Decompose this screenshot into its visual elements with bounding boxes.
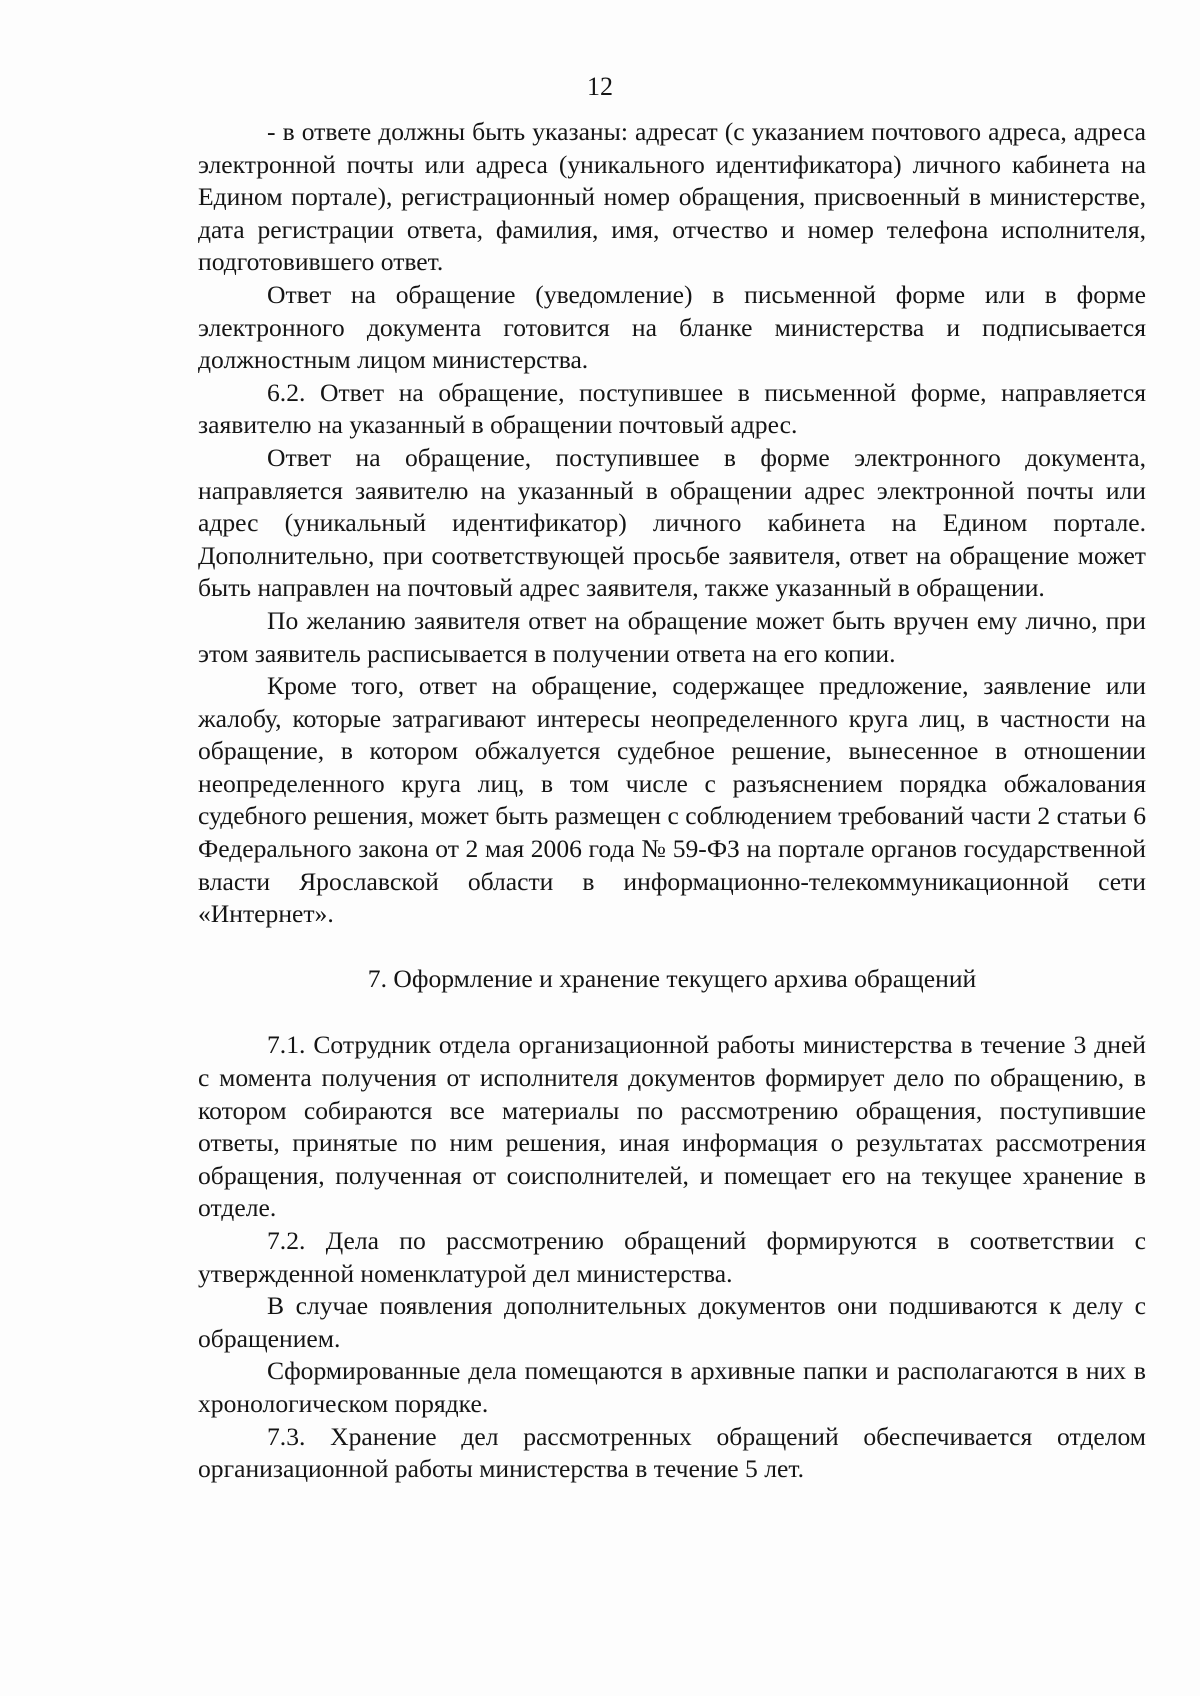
paragraph-electronic-answer: Ответ на обращение, поступившее в форме электронного документа, направляется заявителю на указанный в обращении адрес электронной почты или адрес (уникальный идентификатор) личного кабинета на Едином портале. Дополнительно, при соответствующей просьбе заявителя, ответ на обращение может быть направлен на почтовый адрес заявителя, также указанный в обращении. <box>198 442 1146 603</box>
paragraph-archive-folders: Сформированные дела помещаются в архивные папки и располагаются в них в хронологическом порядке. <box>198 1356 1146 1418</box>
paragraph-public-posting: Кроме того, ответ на обращение, содержащее предложение, заявление или жалобу, которые затрагивают интересы неопределенного круга лиц, в частности на обращение, в котором обжалуется судебное решение, вынесенное в отношении неопределенного круга лиц, в том числе с разъяснением порядка обжалования судебного решения, может быть размещен с соблюдением требований части 2 статьи 6 Федерального закона от 2 мая 2006 года № 59-ФЗ на портале органов государственной власти Ярославской области в информационно-телекоммуникационной сети «Интернет». <box>198 671 1146 929</box>
page-number: 12 <box>587 72 613 101</box>
paragraph-7-1: 7.1. Сотрудник отдела организационной работы министерства в течение 3 дней с момента получения от исполнителя документов формирует дело по обращению, в котором собираются все материалы по рассмотрению обращения, поступившие ответы, принятые по ним решения, иная информация о результатах рассмотрения обращения, полученная от соисполнителей, и помещает его на текущее хранение в отделе. <box>198 1030 1146 1223</box>
paragraph-additional-documents: В случае появления дополнительных документов они подшиваются к делу с обращением. <box>198 1291 1146 1353</box>
paragraph-6-2: 6.2. Ответ на обращение, поступившее в письменной форме, направляется заявителю на указанный в обращении почтовый адрес. <box>198 377 1146 440</box>
section-7-heading: 7. Оформление и хранение текущего архива обращений <box>367 963 977 993</box>
paragraph-7-3: 7.3. Хранение дел рассмотренных обращений обеспечивается отделом организационной работы министерства в течение 5 лет. <box>198 1421 1146 1484</box>
document-body <box>198 116 1146 1486</box>
paragraph-answer-form: Ответ на обращение (уведомление) в письменной форме или в форме электронного документа готовится на бланке министерства и подписывается должностным лицом министерства. <box>198 279 1146 375</box>
paragraph-personal-delivery: По желанию заявителя ответ на обращение может быть вручен ему лично, при этом заявитель расписывается в получении ответа на его копии. <box>198 605 1146 668</box>
paragraph-7-2: 7.2. Дела по рассмотрению обращений формируются в соответствии с утвержденной номенклатурой дел министерства. <box>198 1226 1146 1288</box>
paragraph-answer-requirements: - в ответе должны быть указаны: адресат (с указанием почтового адреса, адреса электронной почты или адреса (уникального идентификатора) личного кабинета на Едином портале), регистрационный номер обращения, присвоенный в министерстве, дата регистрации ответа, фамилия, имя, отчество и номер телефона исполнителя, подготовившего ответ. <box>198 117 1146 277</box>
